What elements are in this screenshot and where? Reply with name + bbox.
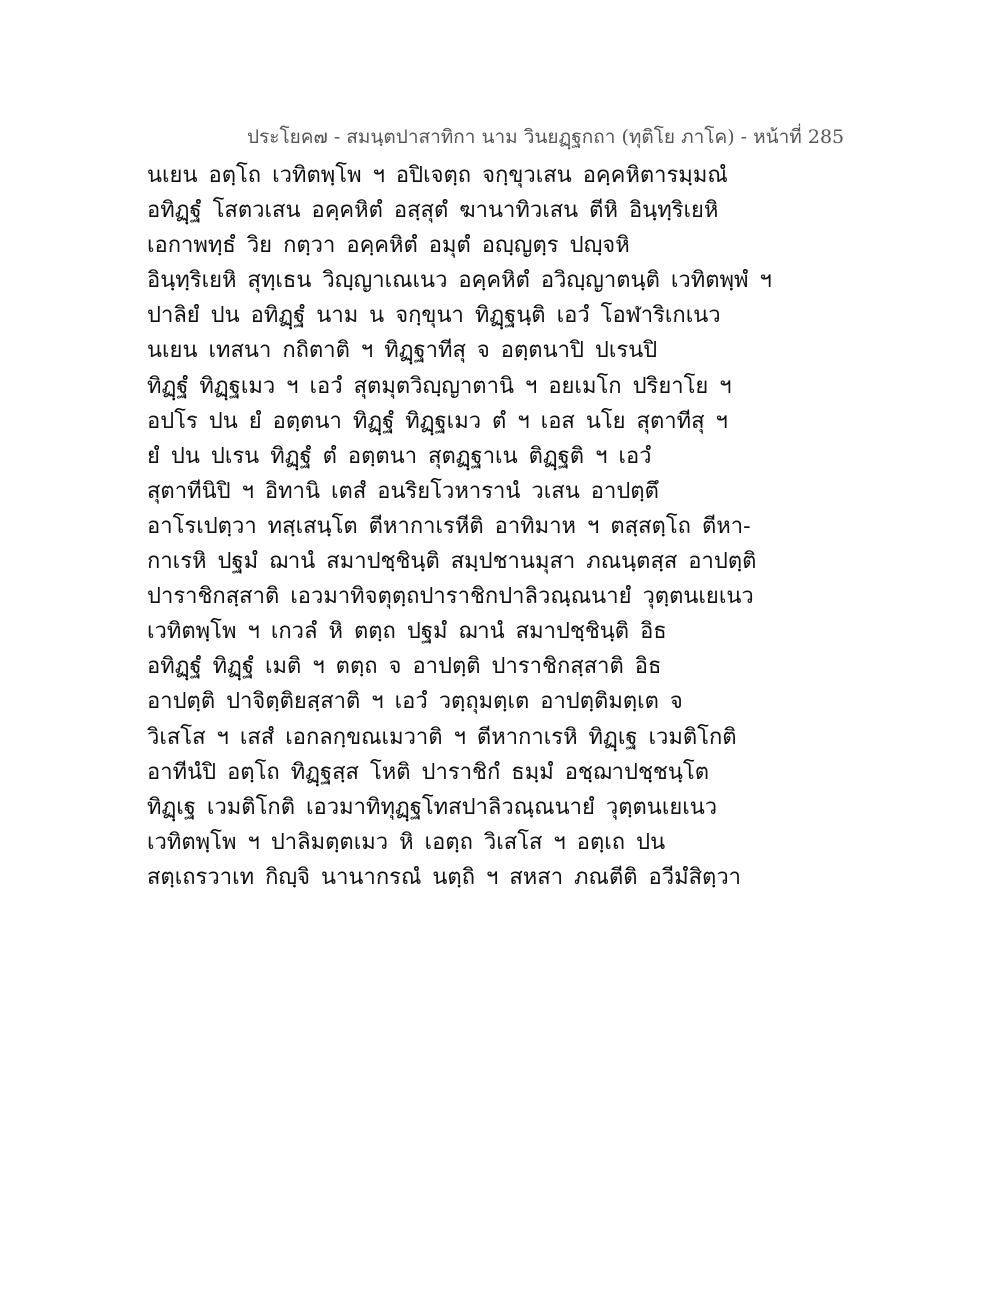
text-line: ทิฏฺฐํ ทิฏฺฐเมว ฯ เอวํ สุตมุตวิญฺญาตานิ ฯ อยเมโก ปริยาโย ฯ — [147, 373, 732, 399]
text-line: เวทิตพฺโพ ฯ ปาลิมตฺตเมว หิ เอตฺถ วิเสโส ฯ อตฺเถ ปน — [147, 829, 666, 855]
text-line: ปาราชิกสฺสาติ เอวมาทิจตุตฺถปาราชิกปาลิวณฺณนายํ วุตฺตนเยเนว — [147, 584, 754, 610]
text-line: อาทีนํปิ อตฺโถ ทิฏฺฐสฺส โหติ ปาราชิกํ ธมฺมํ อชฺฌาปชฺชนฺโต — [147, 759, 709, 785]
text-line: กาเรหิ ปฐมํ ฌานํ สมาปชฺชินฺติ สมฺปชานมุสา ภณนฺตสฺส อาปตฺติ — [147, 549, 757, 575]
text-line: ยํ ปน ปเรน ทิฏฺฐํ ตํ อตฺตนา สุตฏฺฐาเน ติฏฺฐติ ฯ เอวํ — [147, 443, 652, 469]
text-line: เวทิตพฺโพ ฯ เกวลํ หิ ตตฺถ ปฐมํ ฌานํ สมาปชฺชินฺติ อิธ — [147, 619, 667, 645]
text-line: อินฺทฺริเยหิ สุทฺเธน วิญฺญาเณเนว อคฺคหิตํ อวิญฺญาตนฺติ เวทิตพฺพํ ฯ — [147, 268, 772, 294]
body-text — [147, 158, 772, 895]
text-line: อาโรเปตฺวา ทสฺเสนฺโต ตีหากาเรหีติ อาทิมาห ฯ ตสฺสตฺโถ ตีหา- — [147, 513, 751, 539]
text-line: ทิฏฺเฐ เวมติโกติ เอวมาทิทุฏฺฐโทสปาลิวณฺณนายํ วุตฺตนเยเนว — [147, 794, 718, 820]
text-line: เอกาพทฺธํ วิย กตฺวา อคฺคหิตํ อมุตํ อญฺญตฺร ปญฺจหิ — [147, 233, 630, 259]
text-line: สตฺเถรวาเท กิญฺจิ นานากรณํ นตฺถิ ฯ สหสา ภณตีติ อวีมํสิตฺวา — [147, 864, 742, 890]
text-line: นเยน เทสนา กถิตาติ ฯ ทิฏฺฐาทีสุ จ อตฺตนาปิ ปเรนปิ — [147, 338, 658, 364]
text-line: ปาลิยํ ปน อทิฏฺฐํ นาม น จกฺขุนา ทิฏฺฐนฺติ เอวํ โอฬาริเกเนว — [147, 303, 721, 329]
running-header: ประโยค๗ - สมนฺตปาสาทิกา นาม วินยฏฺฐกถา (ทุติโย ภาโค) - หน้าที่ 285 — [247, 126, 845, 148]
text-line: อาปตฺติ ปาจิตฺติยสฺสาติ ฯ เอวํ วตฺถุมตฺเต อาปตฺติมตฺเต จ — [147, 689, 683, 715]
text-line: อทิฏฺฐํ โสตวเสน อคฺคหิตํ อสฺสุตํ ฆานาทิวเสน ตีหิ อินฺทฺริเยหิ — [147, 198, 719, 224]
text-line: นเยน อตฺโถ เวทิตพฺโพ ฯ อปิเจตฺถ จกฺขุวเสน อคฺคหิตารมฺมณํ — [147, 163, 728, 188]
text-line: อทิฏฺฐํ ทิฏฺฐํ เมติ ฯ ตตฺถ จ อาปตฺติ ปาราชิกสฺสาติ อิธ — [147, 654, 662, 680]
text-line: สุตาทีนิปิ ฯ อิทานิ เตสํ อนริยโวหารานํ วเสน อาปตฺตึ — [147, 478, 659, 504]
text-line: วิเสโส ฯ เสสํ เอกลกฺขณเมวาติ ฯ ตีหากาเรหิ ทิฏฺเฐ เวมติโกติ — [147, 724, 737, 750]
text-line: อปโร ปน ยํ อตฺตนา ทิฏฺฐํ ทิฏฺฐเมว ตํ ฯ เอส นโย สุตาทีสุ ฯ — [147, 408, 728, 434]
